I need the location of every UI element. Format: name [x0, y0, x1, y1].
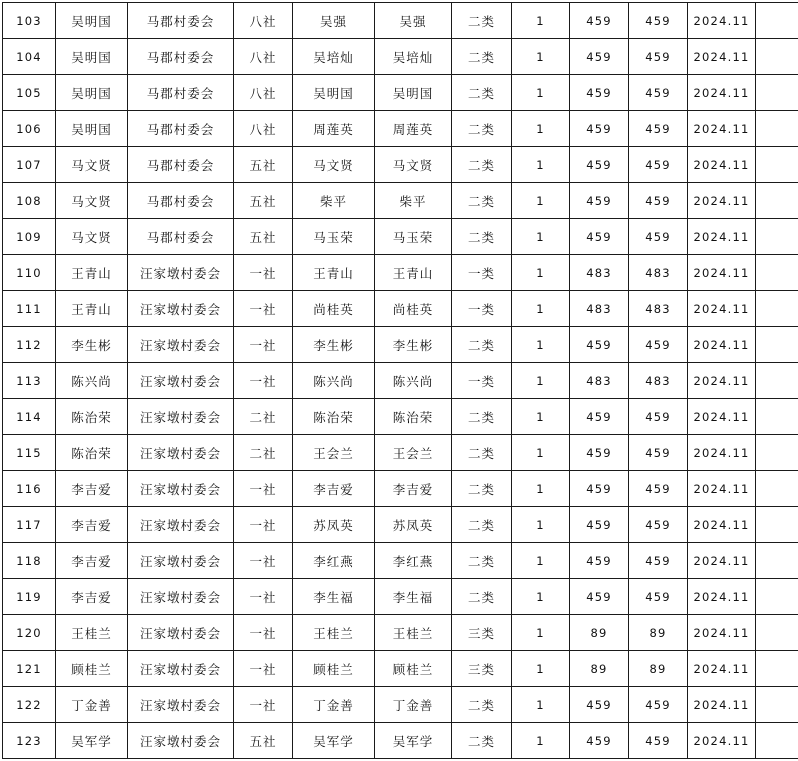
cell-count[interactable]: 1	[512, 399, 570, 435]
cell-standard-amount[interactable]: 459	[570, 579, 629, 615]
cell-group[interactable]: 一社	[234, 471, 293, 507]
cell-recipient-name[interactable]: 王青山	[375, 255, 452, 291]
cell-row-number[interactable]: 116	[3, 471, 56, 507]
cell-standard-amount[interactable]: 459	[570, 543, 629, 579]
cell-member-name[interactable]: 尚桂英	[293, 291, 375, 327]
cell-recipient-name[interactable]: 李生彬	[375, 327, 452, 363]
cell-category[interactable]: 一类	[452, 255, 512, 291]
cell-recipient-name[interactable]: 李生福	[375, 579, 452, 615]
cell-category[interactable]: 三类	[452, 651, 512, 687]
cell-village-committee[interactable]: 汪家墩村委会	[128, 255, 234, 291]
table-row	[3, 651, 798, 687]
table-body	[3, 3, 798, 759]
cell-category[interactable]: 二类	[452, 3, 512, 39]
cell-group[interactable]: 一社	[234, 255, 293, 291]
cell-recipient-name[interactable]: 李红燕	[375, 543, 452, 579]
cell-row-number[interactable]: 114	[3, 399, 56, 435]
table-row	[3, 723, 798, 759]
cell-empty[interactable]	[756, 615, 798, 651]
cell-empty[interactable]	[756, 579, 798, 615]
cell-standard-amount[interactable]: 459	[570, 687, 629, 723]
cell-recipient-name[interactable]: 吴明国	[375, 75, 452, 111]
cell-member-name[interactable]: 陈兴尚	[293, 363, 375, 399]
cell-household-head[interactable]: 吴明国	[56, 75, 128, 111]
cell-recipient-name[interactable]: 吴培灿	[375, 39, 452, 75]
cell-category[interactable]: 二类	[452, 471, 512, 507]
cell-household-head[interactable]: 王青山	[56, 291, 128, 327]
cell-member-name[interactable]: 柴平	[293, 183, 375, 219]
cell-count[interactable]: 1	[512, 219, 570, 255]
cell-payment-amount[interactable]: 89	[629, 615, 688, 651]
cell-row-number[interactable]: 107	[3, 147, 56, 183]
cell-village-committee[interactable]: 马郡村委会	[128, 219, 234, 255]
table-row	[3, 471, 798, 507]
cell-payment-amount[interactable]: 459	[629, 75, 688, 111]
cell-member-name[interactable]: 马文贤	[293, 147, 375, 183]
cell-period[interactable]: 2024.11	[688, 39, 756, 75]
cell-row-number[interactable]: 111	[3, 291, 56, 327]
cell-village-committee[interactable]: 马郡村委会	[128, 39, 234, 75]
cell-member-name[interactable]: 顾桂兰	[293, 651, 375, 687]
cell-household-head[interactable]: 马文贤	[56, 219, 128, 255]
cell-category[interactable]: 三类	[452, 615, 512, 651]
cell-empty[interactable]	[756, 291, 798, 327]
cell-payment-amount[interactable]: 459	[629, 471, 688, 507]
cell-village-committee[interactable]: 汪家墩村委会	[128, 651, 234, 687]
cell-empty[interactable]	[756, 507, 798, 543]
cell-period[interactable]: 2024.11	[688, 579, 756, 615]
cell-recipient-name[interactable]: 吴强	[375, 3, 452, 39]
cell-period[interactable]: 2024.11	[688, 471, 756, 507]
cell-household-head[interactable]: 丁金善	[56, 687, 128, 723]
table-row	[3, 39, 798, 75]
cell-recipient-name[interactable]: 马玉荣	[375, 219, 452, 255]
cell-standard-amount[interactable]: 459	[570, 399, 629, 435]
cell-village-committee[interactable]: 汪家墩村委会	[128, 687, 234, 723]
cell-empty[interactable]	[756, 543, 798, 579]
cell-category[interactable]: 一类	[452, 291, 512, 327]
cell-recipient-name[interactable]: 苏凤英	[375, 507, 452, 543]
cell-household-head[interactable]: 陈兴尚	[56, 363, 128, 399]
cell-standard-amount[interactable]: 483	[570, 255, 629, 291]
table-row	[3, 399, 798, 435]
table-row	[3, 363, 798, 399]
table-row	[3, 543, 798, 579]
cell-empty[interactable]	[756, 75, 798, 111]
cell-row-number[interactable]: 105	[3, 75, 56, 111]
cell-recipient-name[interactable]: 王会兰	[375, 435, 452, 471]
cell-member-name[interactable]: 王青山	[293, 255, 375, 291]
cell-empty[interactable]	[756, 147, 798, 183]
cell-village-committee[interactable]: 汪家墩村委会	[128, 615, 234, 651]
cell-row-number[interactable]: 104	[3, 39, 56, 75]
cell-standard-amount[interactable]: 459	[570, 111, 629, 147]
cell-group[interactable]: 一社	[234, 363, 293, 399]
cell-group[interactable]: 一社	[234, 615, 293, 651]
cell-payment-amount[interactable]: 459	[629, 147, 688, 183]
cell-village-committee[interactable]: 汪家墩村委会	[128, 471, 234, 507]
cell-count[interactable]: 1	[512, 363, 570, 399]
cell-recipient-name[interactable]: 李吉爱	[375, 471, 452, 507]
cell-period[interactable]: 2024.11	[688, 75, 756, 111]
table-row	[3, 3, 798, 39]
cell-payment-amount[interactable]: 459	[629, 579, 688, 615]
cell-member-name[interactable]: 李生彬	[293, 327, 375, 363]
cell-standard-amount[interactable]: 459	[570, 327, 629, 363]
cell-household-head[interactable]: 顾桂兰	[56, 651, 128, 687]
cell-household-head[interactable]: 吴明国	[56, 3, 128, 39]
cell-household-head[interactable]: 李生彬	[56, 327, 128, 363]
cell-empty[interactable]	[756, 183, 798, 219]
cell-payment-amount[interactable]: 459	[629, 435, 688, 471]
cell-row-number[interactable]: 113	[3, 363, 56, 399]
cell-household-head[interactable]: 陈治荣	[56, 399, 128, 435]
cell-village-committee[interactable]: 马郡村委会	[128, 111, 234, 147]
cell-row-number[interactable]: 121	[3, 651, 56, 687]
cell-recipient-name[interactable]: 尚桂英	[375, 291, 452, 327]
cell-member-name[interactable]: 苏凤英	[293, 507, 375, 543]
cell-group[interactable]: 八社	[234, 75, 293, 111]
cell-standard-amount[interactable]: 459	[570, 39, 629, 75]
table-row	[3, 615, 798, 651]
cell-payment-amount[interactable]: 459	[629, 327, 688, 363]
cell-row-number[interactable]: 123	[3, 723, 56, 759]
cell-row-number[interactable]: 117	[3, 507, 56, 543]
cell-category[interactable]: 二类	[452, 507, 512, 543]
cell-payment-amount[interactable]: 459	[629, 507, 688, 543]
cell-household-head[interactable]: 吴明国	[56, 111, 128, 147]
cell-empty[interactable]	[756, 471, 798, 507]
cell-village-committee[interactable]: 马郡村委会	[128, 75, 234, 111]
cell-member-name[interactable]: 吴明国	[293, 75, 375, 111]
cell-count[interactable]: 1	[512, 39, 570, 75]
cell-row-number[interactable]: 112	[3, 327, 56, 363]
cell-village-committee[interactable]: 马郡村委会	[128, 147, 234, 183]
cell-member-name[interactable]: 马玉荣	[293, 219, 375, 255]
cell-member-name[interactable]: 李吉爱	[293, 471, 375, 507]
cell-empty[interactable]	[756, 723, 798, 759]
cell-member-name[interactable]: 王会兰	[293, 435, 375, 471]
cell-household-head[interactable]: 李吉爱	[56, 471, 128, 507]
cell-category[interactable]: 二类	[452, 219, 512, 255]
cell-count[interactable]: 1	[512, 435, 570, 471]
cell-village-committee[interactable]: 汪家墩村委会	[128, 543, 234, 579]
cell-row-number[interactable]: 120	[3, 615, 56, 651]
table-row	[3, 255, 798, 291]
cell-member-name[interactable]: 王桂兰	[293, 615, 375, 651]
cell-period[interactable]: 2024.11	[688, 543, 756, 579]
table-row	[3, 147, 798, 183]
cell-period[interactable]: 2024.11	[688, 363, 756, 399]
cell-period[interactable]: 2024.11	[688, 255, 756, 291]
cell-group[interactable]: 一社	[234, 507, 293, 543]
cell-payment-amount[interactable]: 459	[629, 111, 688, 147]
cell-payment-amount[interactable]: 459	[629, 183, 688, 219]
cell-standard-amount[interactable]: 89	[570, 651, 629, 687]
cell-member-name[interactable]: 吴强	[293, 3, 375, 39]
cell-empty[interactable]	[756, 435, 798, 471]
cell-count[interactable]: 1	[512, 579, 570, 615]
cell-village-committee[interactable]: 汪家墩村委会	[128, 327, 234, 363]
cell-village-committee[interactable]: 汪家墩村委会	[128, 435, 234, 471]
cell-period[interactable]: 2024.11	[688, 435, 756, 471]
cell-category[interactable]: 二类	[452, 75, 512, 111]
cell-standard-amount[interactable]: 459	[570, 75, 629, 111]
cell-category[interactable]: 一类	[452, 363, 512, 399]
cell-group[interactable]: 一社	[234, 687, 293, 723]
cell-recipient-name[interactable]: 王桂兰	[375, 615, 452, 651]
table-row	[3, 579, 798, 615]
cell-category[interactable]: 二类	[452, 435, 512, 471]
cell-member-name[interactable]: 周莲英	[293, 111, 375, 147]
cell-standard-amount[interactable]: 459	[570, 219, 629, 255]
cell-period[interactable]: 2024.11	[688, 687, 756, 723]
cell-standard-amount[interactable]: 459	[570, 723, 629, 759]
cell-period[interactable]: 2024.11	[688, 147, 756, 183]
cell-recipient-name[interactable]: 顾桂兰	[375, 651, 452, 687]
cell-empty[interactable]	[756, 219, 798, 255]
cell-count[interactable]: 1	[512, 327, 570, 363]
cell-period[interactable]: 2024.11	[688, 507, 756, 543]
cell-group[interactable]: 五社	[234, 219, 293, 255]
cell-period[interactable]: 2024.11	[688, 399, 756, 435]
cell-period[interactable]: 2024.11	[688, 183, 756, 219]
cell-category[interactable]: 二类	[452, 579, 512, 615]
cell-count[interactable]: 1	[512, 651, 570, 687]
cell-period[interactable]: 2024.11	[688, 651, 756, 687]
cell-payment-amount[interactable]: 483	[629, 291, 688, 327]
cell-category[interactable]: 二类	[452, 543, 512, 579]
cell-village-committee[interactable]: 汪家墩村委会	[128, 291, 234, 327]
cell-row-number[interactable]: 119	[3, 579, 56, 615]
table-row	[3, 327, 798, 363]
cell-group[interactable]: 八社	[234, 39, 293, 75]
cell-empty[interactable]	[756, 255, 798, 291]
cell-village-committee[interactable]: 汪家墩村委会	[128, 399, 234, 435]
table-row	[3, 507, 798, 543]
table-row	[3, 435, 798, 471]
cell-category[interactable]: 二类	[452, 147, 512, 183]
cell-standard-amount[interactable]: 459	[570, 183, 629, 219]
cell-row-number[interactable]: 109	[3, 219, 56, 255]
cell-count[interactable]: 1	[512, 687, 570, 723]
cell-group[interactable]: 二社	[234, 399, 293, 435]
table-row	[3, 75, 798, 111]
cell-member-name[interactable]: 丁金善	[293, 687, 375, 723]
cell-group[interactable]: 一社	[234, 651, 293, 687]
cell-payment-amount[interactable]: 459	[629, 219, 688, 255]
cell-empty[interactable]	[756, 399, 798, 435]
cell-recipient-name[interactable]: 陈兴尚	[375, 363, 452, 399]
cell-payment-amount[interactable]: 459	[629, 399, 688, 435]
cell-payment-amount[interactable]: 459	[629, 687, 688, 723]
cell-empty[interactable]	[756, 327, 798, 363]
cell-payment-amount[interactable]: 459	[629, 39, 688, 75]
table-row	[3, 183, 798, 219]
cell-group[interactable]: 八社	[234, 111, 293, 147]
cell-count[interactable]: 1	[512, 723, 570, 759]
cell-group[interactable]: 一社	[234, 543, 293, 579]
cell-village-committee[interactable]: 马郡村委会	[128, 183, 234, 219]
cell-group[interactable]: 一社	[234, 291, 293, 327]
cell-household-head[interactable]: 李吉爱	[56, 507, 128, 543]
cell-recipient-name[interactable]: 柴平	[375, 183, 452, 219]
cell-count[interactable]: 1	[512, 471, 570, 507]
cell-village-committee[interactable]: 汪家墩村委会	[128, 579, 234, 615]
cell-household-head[interactable]: 马文贤	[56, 183, 128, 219]
table-row	[3, 111, 798, 147]
cell-recipient-name[interactable]: 周莲英	[375, 111, 452, 147]
cell-standard-amount[interactable]: 483	[570, 291, 629, 327]
cell-empty[interactable]	[756, 3, 798, 39]
cell-standard-amount[interactable]: 459	[570, 471, 629, 507]
cell-village-committee[interactable]: 马郡村委会	[128, 3, 234, 39]
cell-count[interactable]: 1	[512, 291, 570, 327]
cell-payment-amount[interactable]: 459	[629, 3, 688, 39]
cell-row-number[interactable]: 103	[3, 3, 56, 39]
cell-empty[interactable]	[756, 651, 798, 687]
cell-category[interactable]: 二类	[452, 723, 512, 759]
cell-payment-amount[interactable]: 483	[629, 363, 688, 399]
cell-group[interactable]: 五社	[234, 723, 293, 759]
cell-count[interactable]: 1	[512, 615, 570, 651]
cell-payment-amount[interactable]: 459	[629, 543, 688, 579]
cell-standard-amount[interactable]: 89	[570, 615, 629, 651]
cell-member-name[interactable]: 李红燕	[293, 543, 375, 579]
cell-period[interactable]: 2024.11	[688, 219, 756, 255]
cell-row-number[interactable]: 110	[3, 255, 56, 291]
cell-household-head[interactable]: 陈治荣	[56, 435, 128, 471]
cell-group[interactable]: 五社	[234, 183, 293, 219]
cell-member-name[interactable]: 陈治荣	[293, 399, 375, 435]
cell-row-number[interactable]: 115	[3, 435, 56, 471]
cell-count[interactable]: 1	[512, 543, 570, 579]
cell-standard-amount[interactable]: 459	[570, 147, 629, 183]
cell-recipient-name[interactable]: 吴军学	[375, 723, 452, 759]
cell-payment-amount[interactable]: 483	[629, 255, 688, 291]
cell-count[interactable]: 1	[512, 255, 570, 291]
cell-category[interactable]: 二类	[452, 39, 512, 75]
cell-household-head[interactable]: 吴明国	[56, 39, 128, 75]
cell-empty[interactable]	[756, 111, 798, 147]
cell-empty[interactable]	[756, 39, 798, 75]
cell-standard-amount[interactable]: 483	[570, 363, 629, 399]
cell-village-committee[interactable]: 汪家墩村委会	[128, 363, 234, 399]
cell-row-number[interactable]: 122	[3, 687, 56, 723]
cell-group[interactable]: 一社	[234, 579, 293, 615]
cell-village-committee[interactable]: 汪家墩村委会	[128, 723, 234, 759]
cell-standard-amount[interactable]: 459	[570, 3, 629, 39]
cell-category[interactable]: 二类	[452, 183, 512, 219]
table-row	[3, 219, 798, 255]
cell-member-name[interactable]: 吴培灿	[293, 39, 375, 75]
cell-village-committee[interactable]: 汪家墩村委会	[128, 507, 234, 543]
table-row	[3, 291, 798, 327]
cell-household-head[interactable]: 王青山	[56, 255, 128, 291]
cell-household-head[interactable]: 吴军学	[56, 723, 128, 759]
table-row	[3, 687, 798, 723]
cell-empty[interactable]	[756, 363, 798, 399]
cell-count[interactable]: 1	[512, 75, 570, 111]
cell-household-head[interactable]: 王桂兰	[56, 615, 128, 651]
spreadsheet	[2, 2, 798, 759]
cell-group[interactable]: 八社	[234, 3, 293, 39]
cell-row-number[interactable]: 118	[3, 543, 56, 579]
cell-recipient-name[interactable]: 陈治荣	[375, 399, 452, 435]
cell-period[interactable]: 2024.11	[688, 291, 756, 327]
cell-household-head[interactable]: 李吉爱	[56, 579, 128, 615]
cell-standard-amount[interactable]: 459	[570, 435, 629, 471]
cell-count[interactable]: 1	[512, 3, 570, 39]
cell-period[interactable]: 2024.11	[688, 327, 756, 363]
data-table	[2, 2, 798, 759]
cell-recipient-name[interactable]: 马文贤	[375, 147, 452, 183]
cell-group[interactable]: 五社	[234, 147, 293, 183]
cell-count[interactable]: 1	[512, 507, 570, 543]
cell-category[interactable]: 二类	[452, 687, 512, 723]
cell-group[interactable]: 二社	[234, 435, 293, 471]
cell-household-head[interactable]: 马文贤	[56, 147, 128, 183]
cell-count[interactable]: 1	[512, 111, 570, 147]
cell-recipient-name[interactable]: 丁金善	[375, 687, 452, 723]
cell-group[interactable]: 一社	[234, 327, 293, 363]
cell-period[interactable]: 2024.11	[688, 111, 756, 147]
cell-household-head[interactable]: 李吉爱	[56, 543, 128, 579]
cell-period[interactable]: 2024.11	[688, 3, 756, 39]
cell-member-name[interactable]: 吴军学	[293, 723, 375, 759]
cell-period[interactable]: 2024.11	[688, 615, 756, 651]
cell-row-number[interactable]: 106	[3, 111, 56, 147]
cell-member-name[interactable]: 李生福	[293, 579, 375, 615]
cell-category[interactable]: 二类	[452, 327, 512, 363]
cell-count[interactable]: 1	[512, 183, 570, 219]
cell-category[interactable]: 二类	[452, 111, 512, 147]
cell-payment-amount[interactable]: 459	[629, 723, 688, 759]
cell-empty[interactable]	[756, 687, 798, 723]
cell-payment-amount[interactable]: 89	[629, 651, 688, 687]
cell-standard-amount[interactable]: 459	[570, 507, 629, 543]
cell-count[interactable]: 1	[512, 147, 570, 183]
cell-category[interactable]: 二类	[452, 399, 512, 435]
cell-row-number[interactable]: 108	[3, 183, 56, 219]
cell-period[interactable]: 2024.11	[688, 723, 756, 759]
